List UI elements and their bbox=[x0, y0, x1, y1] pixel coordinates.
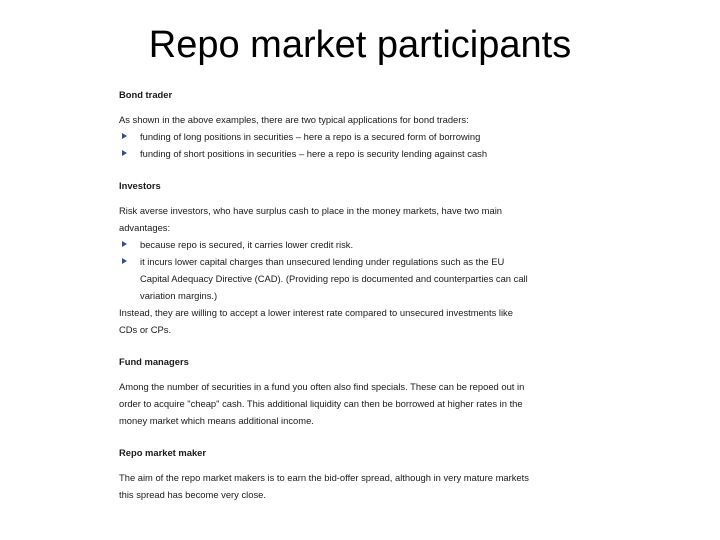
section-bond-trader bbox=[119, 86, 529, 162]
bullet-list bbox=[119, 128, 529, 162]
section-intro: Among the number of securities in a fund you often also find specials. These can be repoed out in order to acquire "cheap" cash. This additional liquidity can then be borrowed at higher rates in the money market which means additional income. bbox=[119, 381, 525, 426]
triangle-bullet-icon bbox=[122, 133, 127, 139]
section-intro: As shown in the above examples, there are two typical applications for bond traders: bbox=[119, 114, 469, 125]
section-heading: Investors bbox=[119, 180, 161, 191]
slide-title: Repo market participants bbox=[148, 24, 572, 66]
bullet-text: because repo is secured, it carries lower credit risk. bbox=[140, 239, 354, 250]
section-outro: Instead, they are willing to accept a lower interest rate compared to unsecured investments like CDs or CPs. bbox=[119, 307, 513, 335]
bullet-text: funding of short positions in securities – here a repo is security lending against cash bbox=[140, 148, 488, 159]
triangle-bullet-icon bbox=[122, 258, 127, 264]
section-heading: Bond trader bbox=[119, 89, 173, 100]
bullet-item bbox=[119, 128, 529, 145]
bullet-item bbox=[119, 145, 529, 162]
bullet-text: funding of long positions in securities – here a repo is a secured form of borrowing bbox=[140, 131, 481, 142]
triangle-bullet-icon bbox=[122, 150, 127, 156]
section-investors bbox=[119, 177, 529, 338]
section-repo-market-maker bbox=[119, 444, 529, 503]
section-heading: Fund managers bbox=[119, 356, 189, 367]
section-fund-managers bbox=[119, 353, 529, 429]
section-heading: Repo market maker bbox=[119, 447, 207, 458]
section-intro: Risk averse investors, who have surplus cash to place in the money markets, have two main advantages: bbox=[119, 205, 502, 233]
document-body bbox=[119, 86, 529, 503]
bullet-item bbox=[119, 236, 529, 253]
section-intro: The aim of the repo market makers is to earn the bid-offer spread, although in very mature markets this spread has become very close. bbox=[119, 472, 529, 500]
bullet-item bbox=[119, 253, 529, 304]
triangle-bullet-icon bbox=[122, 241, 127, 247]
bullet-list bbox=[119, 236, 529, 304]
bullet-text: it incurs lower capital charges than unsecured lending under regulations such as the EU Capital Adequacy Directive (CAD). (Providing repo is documented and counterparties can call variation margins.) bbox=[140, 256, 528, 301]
